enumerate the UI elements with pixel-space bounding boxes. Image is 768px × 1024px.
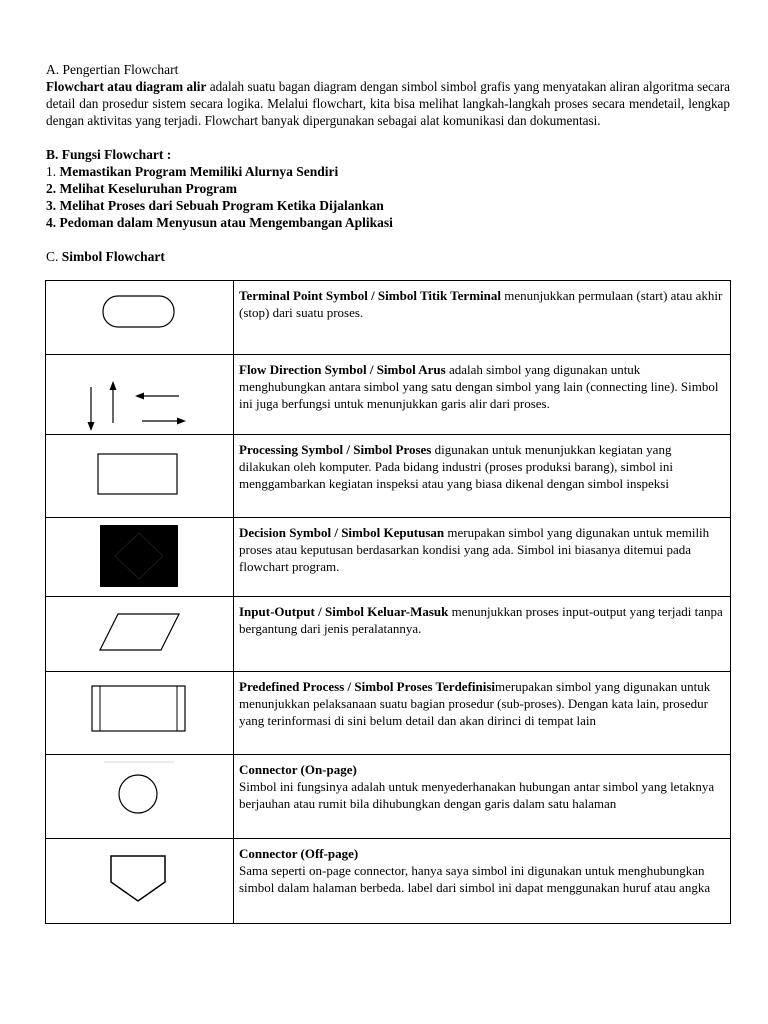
symbol-cell [46,518,234,597]
connector-on-page-icon [46,755,233,839]
symbol-cell [46,435,234,518]
symbol-table [45,280,731,924]
table-row [46,355,731,435]
symbol-description: Processing Symbol / Simbol Proses digunakan untuk menunjukkan kegiatan yang dilakukan oleh komputer. Pada bidang industri (proses produksi barang), simbol ini menggambarkan kegiatan inspeksi atau yang biasa dikenal dengan simbol inspeksi [234,435,731,518]
terminal-icon [46,281,233,355]
symbol-description: Predefined Process / Simbol Proses Terdefinisimerupakan simbol yang digunakan untuk menunjukkan pelaksanaan suatu bagian prosedur (sub-proses). Dengan kata lain, prosedur yang terinformasi di sini belum detail dan akan dirinci di tempat lain [234,672,731,755]
table-row [46,755,731,839]
decision-icon [46,518,233,597]
symbol-description: Flow Direction Symbol / Simbol Arus adalah simbol yang digunakan untuk menghubungkan antara simbol yang satu dengan simbol yang lain (connecting line). Simbol ini juga berfungsi untuk menunjukkan garis alir dari proses. [234,355,731,435]
symbol-cell [46,597,234,672]
symbol-description: Input-Output / Simbol Keluar-Masuk menunjukkan proses input-output yang terjadi tanpa bergantung dari jenis peralatannya. [234,597,731,672]
symbol-cell [46,355,234,435]
document-page [46,61,730,265]
section-c-heading: C. Simbol Flowchart [46,249,165,264]
flow-direction-icon [46,355,233,435]
symbol-description: Decision Symbol / Simbol Keputusan merupakan simbol yang digunakan untuk memilih proses atau keputusan berdasarkan kondisi yang ada. Simbol ini biasanya ditemui pada flowchart program. [234,518,731,597]
symbol-cell [46,281,234,355]
section-a-heading: A. Pengertian Flowchart [46,62,179,77]
symbol-description: Connector (Off-page) Sama seperti on-page connector, hanya saya simbol ini digunakan untuk menghubungkan simbol dalam halaman berbeda. label dari simbol ini dapat menggunakan huruf atau angka [234,839,731,924]
section-a-bold-lead: Flowchart atau diagram alir [46,79,207,94]
symbol-description: Connector (On-page) Simbol ini fungsinya adalah untuk menyederhanakan hubungan antar simbol yang letaknya berjauhan atau rumit bila dihubungkan dengan garis dalam satu halaman [234,755,731,839]
fungsi-item: 3. Melihat Proses dari Sebuah Program Ketika Dijalankan [46,198,384,213]
fungsi-item: 4. Pedoman dalam Menyusun atau Mengembangan Aplikasi [46,215,393,230]
symbol-description: Terminal Point Symbol / Simbol Titik Terminal menunjukkan permulaan (start) atau akhir (stop) dari suatu proses. [234,281,731,355]
process-icon [46,435,233,518]
section-b-heading: B. Fungsi Flowchart : [46,147,172,162]
table-row [46,839,731,924]
section-a-paragraph [46,78,730,129]
symbol-cell [46,755,234,839]
table-row [46,435,731,518]
symbol-cell [46,839,234,924]
fungsi-item: 2. Melihat Keseluruhan Program [46,181,237,196]
table-row [46,672,731,755]
table-row [46,281,731,355]
table-row [46,518,731,597]
input-output-icon [46,597,233,672]
symbol-cell [46,672,234,755]
section-a-body: adalah suatu bagan diagram dengan simbol simbol grafis yang menyatakan aliran algoritma secara detail dan prosedur sistem secara logika. Melalui flowchart, kita bisa melihat langkah-langkah proses secara mendetail, lengkap dengan aktivitas yang terjadi. Flowchart banyak dipergunakan sebagai alat komunikasi dan dokumentasi. [46,79,730,128]
fungsi-item: 1. Memastikan Program Memiliki Alurnya Sendiri [46,164,339,179]
connector-off-page-icon [46,839,233,924]
table-row [46,597,731,672]
fungsi-list [46,163,730,231]
predefined-process-icon [46,672,233,755]
